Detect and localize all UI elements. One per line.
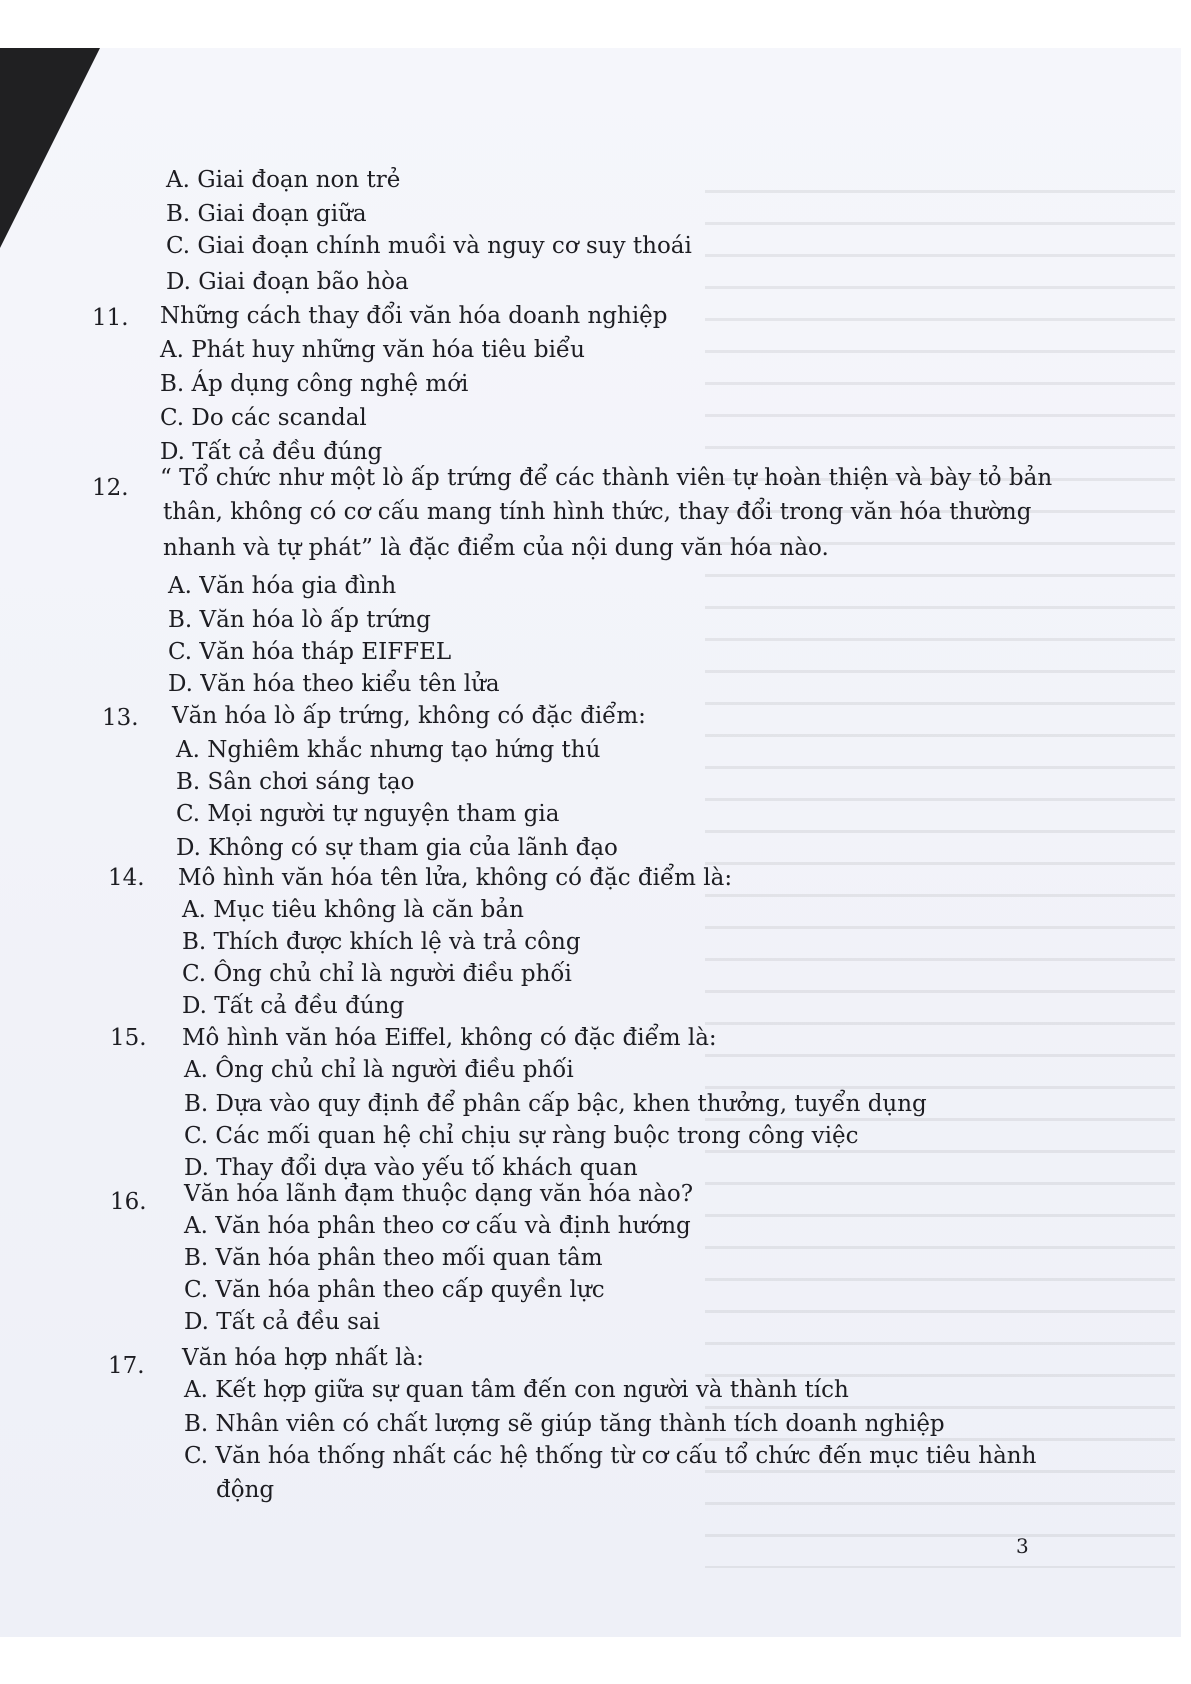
q14-option-b: B. Thích được khích lệ và trả công <box>182 929 581 955</box>
q14-number: 14. <box>108 865 145 891</box>
q13-option-a: A. Nghiêm khắc nhưng tạo hứng thú <box>176 737 601 763</box>
q12-number: 12. <box>92 475 129 501</box>
q12-option-c: C. Văn hóa tháp EIFFEL <box>168 639 452 665</box>
q14-text: Mô hình văn hóa tên lửa, không có đặc điểm là: <box>178 865 733 891</box>
q17-option-c: C. Văn hóa thống nhất các hệ thống từ cơ cấu tổ chức đến mục tiêu hành <box>184 1443 1037 1469</box>
q15-text: Mô hình văn hóa Eiffel, không có đặc điểm là: <box>182 1025 717 1051</box>
page-number: 3 <box>1016 1534 1029 1558</box>
q12-text-line-1: “ Tổ chức như một lò ấp trứng để các thành viên tự hoàn thiện và bày tỏ bản <box>160 465 1053 491</box>
q17-option-a: A. Kết hợp giữa sự quan tâm đến con người và thành tích <box>184 1377 849 1403</box>
q16-option-d: D. Tất cả đều sai <box>184 1309 381 1335</box>
q16-number: 16. <box>110 1189 147 1215</box>
q15-number: 15. <box>110 1025 147 1051</box>
q12-text-line-3: nhanh và tự phát” là đặc điểm của nội dung văn hóa nào. <box>163 535 829 561</box>
q12-option-b: B. Văn hóa lò ấp trứng <box>168 607 431 633</box>
q17-text: Văn hóa hợp nhất là: <box>182 1345 424 1371</box>
q13-option-c: C. Mọi người tự nguyện tham gia <box>176 801 560 827</box>
q13-option-b: B. Sân chơi sáng tạo <box>176 769 415 795</box>
q14-option-c: C. Ông chủ chỉ là người điều phối <box>182 961 572 987</box>
q13-text: Văn hóa lò ấp trứng, không có đặc điểm: <box>172 703 646 729</box>
q10-option-c: C. Giai đoạn chính muồi và nguy cơ suy thoái <box>166 233 692 259</box>
q17-option-b: B. Nhân viên có chất lượng sẽ giúp tăng thành tích doanh nghiệp <box>184 1411 945 1437</box>
q10-option-b: B. Giai đoạn giữa <box>166 201 367 227</box>
q11-text: Những cách thay đổi văn hóa doanh nghiệp <box>160 303 668 329</box>
q14-option-a: A. Mục tiêu không là căn bản <box>182 897 524 923</box>
q12-option-a: A. Văn hóa gia đình <box>168 573 397 599</box>
q11-option-b: B. Áp dụng công nghệ mới <box>160 371 469 397</box>
q16-text: Văn hóa lãnh đạm thuộc dạng văn hóa nào? <box>184 1181 694 1207</box>
q15-option-d: D. Thay đổi dựa vào yếu tố khách quan <box>184 1155 638 1181</box>
q13-number: 13. <box>102 705 139 731</box>
q14-option-d: D. Tất cả đều đúng <box>182 993 405 1019</box>
q12-option-d: D. Văn hóa theo kiểu tên lửa <box>168 671 500 697</box>
q16-option-b: B. Văn hóa phân theo mối quan tâm <box>184 1245 603 1271</box>
q13-option-d: D. Không có sự tham gia của lãnh đạo <box>176 835 618 861</box>
q10-option-d: D. Giai đoạn bão hòa <box>166 269 409 295</box>
q11-option-c: C. Do các scandal <box>160 405 367 431</box>
q10-option-a: A. Giai đoạn non trẻ <box>166 167 401 193</box>
q17-number: 17. <box>108 1353 145 1379</box>
q11-option-d: D. Tất cả đều đúng <box>160 439 383 465</box>
q12-text-line-2: thân, không có cơ cấu mang tính hình thức, thay đổi trong văn hóa thường <box>163 499 1032 525</box>
q11-option-a: A. Phát huy những văn hóa tiêu biểu <box>160 337 585 363</box>
q15-option-a: A. Ông chủ chỉ là người điều phối <box>184 1057 574 1083</box>
q16-option-a: A. Văn hóa phân theo cơ cấu và định hướng <box>184 1213 691 1239</box>
q15-option-c: C. Các mối quan hệ chỉ chịu sự ràng buộc trong công việc <box>184 1123 859 1149</box>
q15-option-b: B. Dựa vào quy định để phân cấp bậc, khen thưởng, tuyển dụng <box>184 1091 927 1117</box>
q17-option-c-continued: động <box>216 1477 275 1503</box>
q16-option-c: C. Văn hóa phân theo cấp quyền lực <box>184 1277 605 1303</box>
q11-number: 11. <box>92 305 129 331</box>
